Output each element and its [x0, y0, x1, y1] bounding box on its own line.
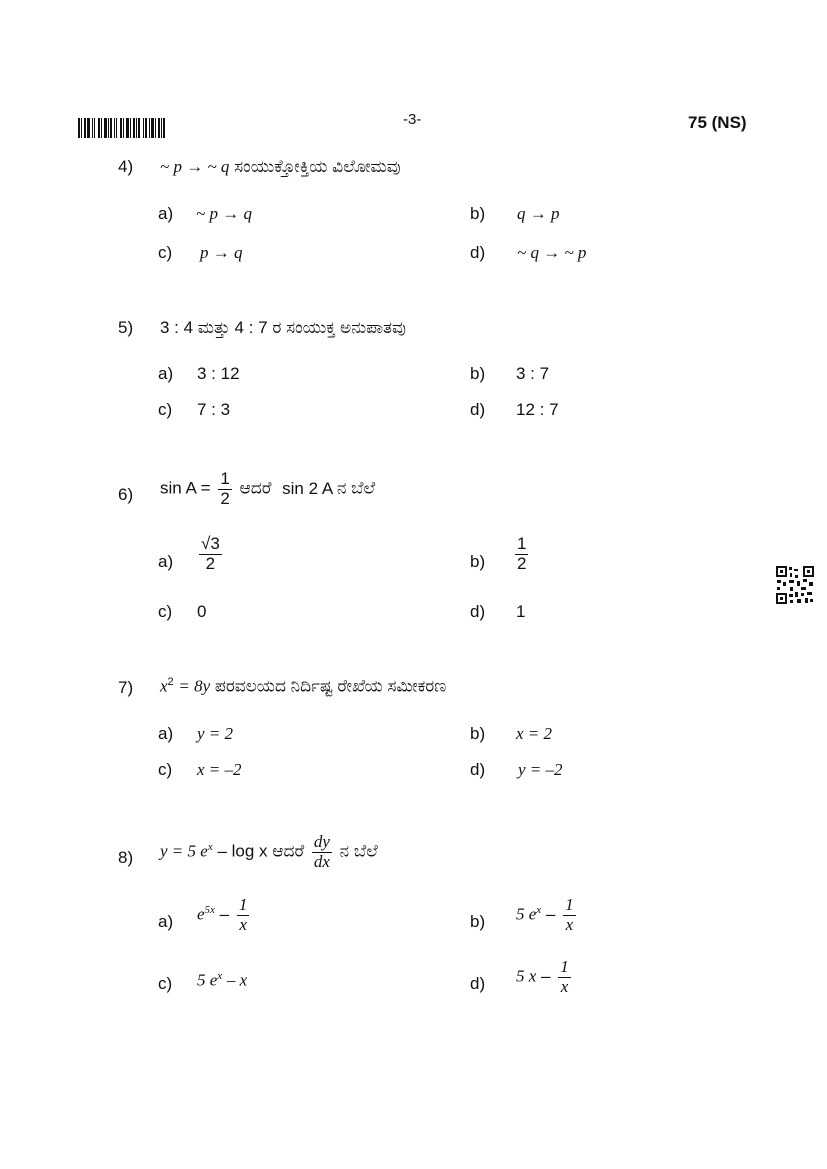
option-math: 5 e: [516, 904, 537, 924]
option-value: q → p: [517, 204, 560, 223]
page-number: -3-: [403, 111, 422, 128]
option-label: a): [158, 912, 174, 931]
option-value: 12 : 7: [516, 400, 559, 419]
exponent: 5x: [204, 904, 215, 917]
exponent: x: [207, 841, 213, 854]
question-math: sin A =: [160, 478, 211, 498]
option-label: c): [158, 400, 173, 419]
option-label: a): [158, 204, 174, 223]
option-math: 5 x: [516, 966, 537, 986]
option-value: ~ p → q: [196, 204, 252, 223]
option-value: [516, 896, 579, 934]
option-label: d): [470, 400, 486, 419]
qr-code-icon: [775, 565, 815, 605]
exponent: 2: [167, 676, 174, 688]
option-label: a): [158, 364, 174, 383]
fraction-numerator: dy: [313, 832, 330, 851]
option-label: d): [470, 760, 486, 779]
fraction-numerator: 1: [238, 895, 248, 914]
option-label: a): [158, 724, 174, 743]
fraction-denominator: 2: [517, 553, 527, 573]
fraction: [515, 535, 528, 573]
option-math: –: [541, 966, 551, 986]
option-value: ~ q → ~ p: [517, 243, 587, 262]
question-number: 4): [118, 157, 134, 176]
question-text: [160, 676, 446, 697]
fraction-numerator: 1: [560, 957, 569, 976]
option-label: c): [158, 243, 173, 262]
fraction: [563, 896, 576, 934]
option-label: b): [470, 364, 486, 383]
question-text: 3 : 4 ಮತ್ತು 4 : 7 ರ ಸಂಯುಕ್ತ ಅನುಪಾತವು: [160, 318, 406, 337]
exponent: x: [536, 904, 542, 917]
exponent: x: [217, 970, 223, 982]
option-label: c): [158, 974, 173, 993]
question-math: = 8y: [178, 676, 211, 696]
option-value: x = 2: [516, 724, 553, 743]
option-label: a): [158, 552, 174, 571]
fraction-denominator: 2: [220, 488, 230, 508]
option-value: [197, 970, 247, 991]
option-math: –: [219, 904, 230, 924]
option-value: 3 : 7: [516, 364, 550, 383]
fraction-denominator: x: [563, 915, 576, 935]
question-number: 5): [118, 318, 134, 337]
fraction-denominator: x: [237, 915, 250, 935]
option-label: b): [470, 552, 486, 571]
question-text: [160, 157, 401, 177]
question-math: – log x: [217, 841, 268, 861]
option-value: [196, 535, 225, 573]
question-number: 8): [118, 848, 134, 867]
fraction-denominator: dx: [313, 851, 330, 871]
option-label: d): [470, 974, 486, 993]
option-value: [516, 958, 574, 996]
option-value: [197, 896, 252, 934]
option-value: [512, 535, 531, 573]
question-kannada: ನ ಬೆಲೆ: [339, 841, 378, 861]
question-kannada: ಆದರೆ: [239, 478, 272, 498]
question-kannada: ಸಂಯುಕ್ತೋಕ್ತಿಯ ವಿಲೋಮವು: [234, 157, 401, 176]
option-label: b): [470, 724, 486, 743]
question-kannada: ಆದರೆ: [272, 841, 305, 861]
option-value: 7 : 3: [197, 400, 231, 419]
option-value: x = –2: [197, 760, 242, 779]
question-math: sin 2 A: [282, 478, 333, 498]
option-math: e: [197, 904, 205, 924]
option-value: 1: [516, 602, 526, 621]
option-label: b): [470, 204, 486, 223]
option-value: y = –2: [518, 760, 563, 779]
question-kannada: ಪರವಲಯದ ನಿರ್ದಿಷ್ಟ ರೇಖೆಯ ಸಮೀಕರಣ: [214, 676, 447, 696]
option-label: c): [158, 760, 173, 779]
fraction: [199, 535, 222, 573]
question-number: 6): [118, 485, 134, 504]
fraction-numerator: 1: [517, 534, 527, 553]
question-text: [160, 833, 378, 871]
option-label: d): [470, 243, 486, 262]
option-label: d): [470, 602, 486, 621]
barcode: [78, 118, 165, 138]
option-value: p → q: [200, 243, 243, 262]
option-value: 3 : 12: [197, 364, 240, 383]
question-text: [160, 470, 375, 508]
question-number: 7): [118, 678, 134, 697]
fraction-numerator: 1: [565, 895, 574, 914]
question-math: x: [160, 676, 168, 696]
question-kannada: ನ ಬೆಲೆ: [336, 478, 376, 498]
option-label: c): [158, 602, 173, 621]
option-math: –: [545, 904, 556, 924]
option-value: 0: [197, 602, 207, 621]
question-math: y = 5 e: [160, 841, 208, 861]
paper-code: 75 (NS): [688, 113, 747, 132]
question-math: ~ p → ~ q: [160, 157, 230, 176]
fraction-numerator: √3: [201, 534, 220, 553]
fraction-numerator: 1: [220, 469, 230, 488]
option-math: 5 e: [197, 970, 218, 990]
fraction: [312, 833, 332, 871]
fraction: [218, 470, 231, 508]
option-value: y = 2: [197, 724, 234, 743]
option-label: b): [470, 912, 486, 931]
fraction: [237, 896, 250, 934]
fraction-denominator: 2: [199, 554, 222, 574]
option-math: – x: [226, 970, 248, 990]
fraction-denominator: x: [558, 977, 571, 997]
fraction: [558, 958, 571, 996]
